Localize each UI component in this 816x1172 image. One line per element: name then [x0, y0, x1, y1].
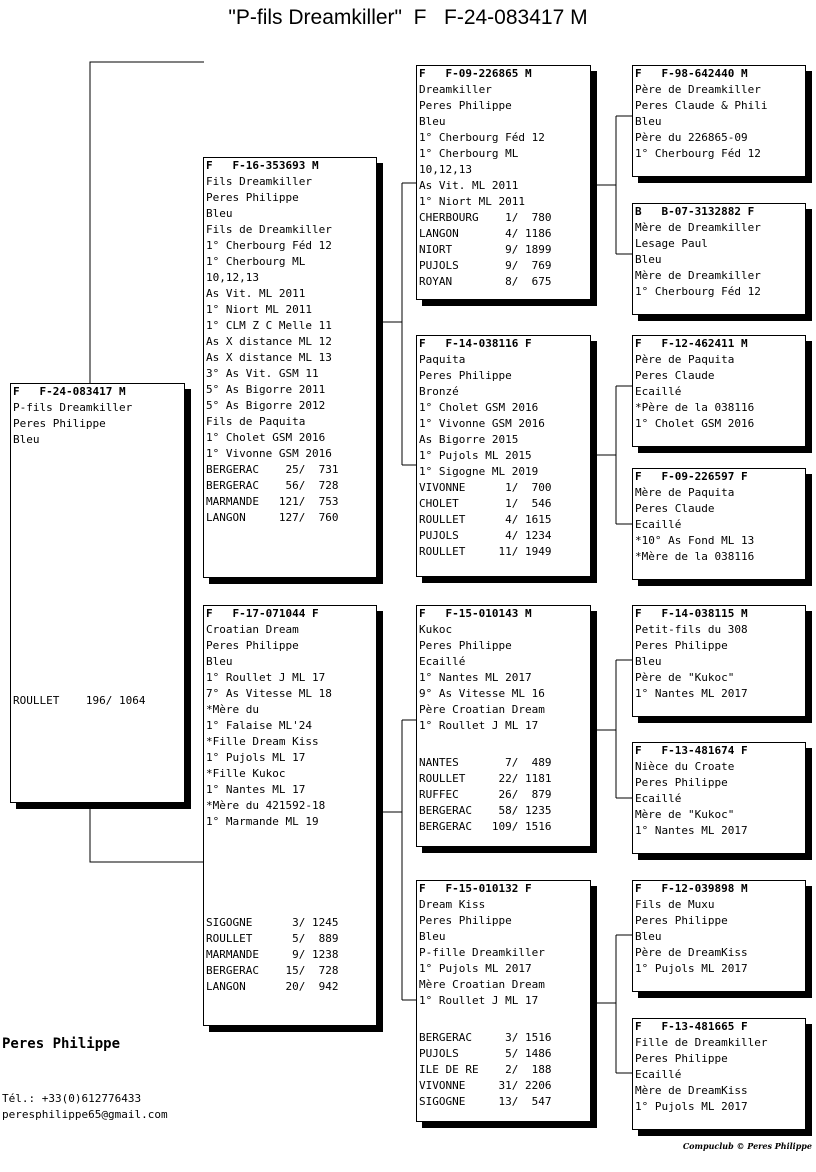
bird-color: Bleu	[206, 655, 233, 668]
ring-number-header: B B-07-3132882 F	[635, 205, 755, 218]
results-block	[206, 915, 338, 995]
race-result: NANTES 7/ 489	[419, 756, 552, 769]
race-result: SIGOGNE 13/ 547	[419, 1095, 552, 1108]
info-line: 1° Roullet J ML 17	[419, 719, 539, 732]
sss-card	[632, 65, 806, 177]
info-line: *Mère du 421592-18	[206, 799, 326, 812]
race-result: VIVONNE 31/ 2206	[419, 1079, 552, 1092]
info-line: 1° Pujols ML 2017	[419, 962, 532, 975]
bird-name: Père de Dreamkiller	[635, 83, 761, 96]
info-line: Père du 226865-09	[635, 131, 748, 144]
info-line: Fils de Paquita	[206, 415, 306, 428]
sdd-card	[632, 468, 806, 580]
ring-number-header: F F-24-083417 M	[13, 385, 126, 398]
info-line: Père de "Kukoc"	[635, 671, 735, 684]
info-line: 1° Cholet GSM 2016	[206, 431, 326, 444]
ring-number-header: F F-12-039898 M	[635, 882, 748, 895]
bird-name: Père de Paquita	[635, 353, 735, 366]
bird-name: Paquita	[419, 353, 466, 366]
bird-color: Bleu	[13, 433, 40, 446]
bird-color: Ecaillé	[635, 792, 682, 805]
info-line: 10,12,13	[419, 163, 472, 176]
breeder-name: Peres Philippe	[2, 1036, 121, 1052]
race-result: SIGOGNE 3/ 1245	[206, 916, 339, 929]
owner-name: Peres Philippe	[206, 639, 299, 652]
dam-card	[203, 605, 377, 1026]
race-result: BERGERAC 109/ 1516	[419, 820, 552, 833]
race-result: LANGON 20/ 942	[206, 980, 339, 993]
bird-name: Kukoc	[419, 623, 453, 636]
owner-name: Peres Claude	[635, 502, 715, 515]
ring-number-header: F F-09-226865 M	[419, 67, 532, 80]
race-result: BERGERAC 56/ 728	[206, 479, 339, 492]
info-line: Mère de "Kukoc"	[635, 808, 735, 821]
bird-color: Bleu	[635, 253, 662, 266]
race-result: ILE DE RE 2/ 188	[419, 1063, 552, 1076]
info-line: 1° Nantes ML 2017	[419, 671, 532, 684]
ddd-card	[632, 1018, 806, 1130]
sire-sire-card	[416, 65, 591, 300]
info-line: Mère de DreamKiss	[635, 1084, 748, 1097]
info-line: 1° CLM Z C Melle 11	[206, 319, 332, 332]
race-result: ROULLET 4/ 1615	[419, 513, 552, 526]
bird-name: Croatian Dream	[206, 623, 299, 636]
bird-color: Bronzé	[419, 385, 459, 398]
bird-name: Petit-fils du 308	[635, 623, 748, 636]
info-line: *Fille Kukoc	[206, 767, 286, 780]
bird-color: Ecaillé	[635, 518, 682, 531]
ring-number-header: F F-13-481674 F	[635, 744, 748, 757]
info-line: 1° Nantes ML 2017	[635, 687, 748, 700]
info-line: As Vit. ML 2011	[206, 287, 306, 300]
subject-card	[10, 383, 185, 803]
info-line: As X distance ML 13	[206, 351, 332, 364]
race-result: LANGON 4/ 1186	[419, 227, 552, 240]
dam-dam-card	[416, 880, 591, 1122]
race-result: ROULLET 5/ 889	[206, 932, 339, 945]
race-result: PUJOLS 4/ 1234	[419, 529, 552, 542]
bird-name: Dreamkiller	[419, 83, 492, 96]
bird-color: Bleu	[635, 930, 662, 943]
info-line: 1° Niort ML 2011	[206, 303, 312, 316]
race-result: NIORT 9/ 1899	[419, 243, 552, 256]
info-line: 9° As Vitesse ML 16	[419, 687, 545, 700]
info-line: 1° Marmande ML 19	[206, 815, 319, 828]
bird-name: P-fils Dreamkiller	[13, 401, 133, 414]
info-line: 1° Cherbourg ML	[206, 255, 306, 268]
bird-name: Mère de Paquita	[635, 486, 735, 499]
info-line: 5° As Bigorre 2011	[206, 383, 326, 396]
info-line: *Fille Dream Kiss	[206, 735, 319, 748]
race-result: BERGERAC 3/ 1516	[419, 1031, 552, 1044]
owner-name: Peres Philippe	[635, 776, 728, 789]
owner-name: Peres Claude & Phili	[635, 99, 768, 112]
bird-color: Bleu	[635, 115, 662, 128]
page-title: "P-fils Dreamkiller" F F-24-083417 M	[228, 6, 588, 29]
bird-color: Bleu	[419, 115, 446, 128]
race-result: ROULLET 11/ 1949	[419, 545, 552, 558]
info-line: 10,12,13	[206, 271, 259, 284]
copyright-footer: Compuclub © Peres Philippe	[682, 1141, 812, 1151]
ring-number-header: F F-13-481665 F	[635, 1020, 748, 1033]
bird-color: Bleu	[635, 655, 662, 668]
info-line: 1° Roullet J ML 17	[206, 671, 326, 684]
dss-card	[632, 605, 806, 717]
bird-color: Ecaillé	[635, 385, 682, 398]
info-line: 1° Cholet GSM 2016	[635, 417, 755, 430]
ring-number-header: F F-12-462411 M	[635, 337, 748, 350]
info-line: *Mère de la 038116	[635, 550, 755, 563]
info-line: 1° Cherbourg Féd 12	[419, 131, 545, 144]
info-line: *10° As Fond ML 13	[635, 534, 755, 547]
ring-number-header: F F-15-010132 F	[419, 882, 532, 895]
owner-name: Peres Philippe	[419, 639, 512, 652]
race-result: LANGON 127/ 760	[206, 511, 339, 524]
info-line: 1° Cherbourg Féd 12	[206, 239, 332, 252]
bird-name: Fils Dreamkiller	[206, 175, 312, 188]
info-line: Père de DreamKiss	[635, 946, 748, 959]
info-line: *Mère du	[206, 703, 259, 716]
race-result: VIVONNE 1/ 700	[419, 481, 552, 494]
owner-name: Peres Philippe	[13, 417, 106, 430]
race-result: BERGERAC 58/ 1235	[419, 804, 552, 817]
info-line: Mère Croatian Dream	[419, 978, 545, 991]
info-line: *Père de la 038116	[635, 401, 755, 414]
bird-color: Ecaillé	[635, 1068, 682, 1081]
sire-dam-card	[416, 335, 591, 577]
info-line: 1° Cherbourg Féd 12	[635, 147, 761, 160]
race-result: MARMANDE 121/ 753	[206, 495, 339, 508]
ring-number-header: F F-09-226597 F	[635, 470, 748, 483]
info-line: 1° Nantes ML 17	[206, 783, 306, 796]
info-line: 1° Pujols ML 2015	[419, 449, 532, 462]
info-line: 1° Falaise ML'24	[206, 719, 312, 732]
owner-name: Peres Philippe	[635, 914, 728, 927]
info-line: 1° Roullet J ML 17	[419, 994, 539, 1007]
owner-name: Lesage Paul	[635, 237, 708, 250]
sire-card	[203, 157, 377, 578]
race-result: PUJOLS 5/ 1486	[419, 1047, 552, 1060]
race-result: ROYAN 8/ 675	[419, 275, 552, 288]
dsd-card	[632, 742, 806, 854]
owner-name: Peres Claude	[635, 369, 715, 382]
info-line: 1° Vivonne GSM 2016	[419, 417, 545, 430]
info-line: As X distance ML 12	[206, 335, 332, 348]
bird-name: Fils de Muxu	[635, 898, 715, 911]
subject-info	[13, 400, 182, 448]
bird-color: Bleu	[206, 207, 233, 220]
info-line: Mère de Dreamkiller	[635, 269, 761, 282]
info-line: 1° Pujols ML 2017	[635, 1100, 748, 1113]
ring-number-header: F F-14-038115 M	[635, 607, 748, 620]
info-line: 1° Cherbourg ML	[419, 147, 519, 160]
ring-number-header: F F-17-071044 F	[206, 607, 319, 620]
ring-number-header: F F-16-353693 M	[206, 159, 319, 172]
info-line: P-fille Dreamkiller	[419, 946, 545, 959]
owner-name: Peres Philippe	[206, 191, 299, 204]
info-line: 1° Nantes ML 2017	[635, 824, 748, 837]
bird-color: Ecaillé	[419, 655, 466, 668]
race-result: ROULLET 196/ 1064	[13, 694, 146, 707]
bird-name: Dream Kiss	[419, 898, 486, 911]
info-line: 1° Cherbourg Féd 12	[635, 285, 761, 298]
bird-name: Fille de Dreamkiller	[635, 1036, 768, 1049]
race-result: BERGERAC 15/ 728	[206, 964, 339, 977]
info-line: 7° As Vitesse ML 18	[206, 687, 332, 700]
info-line: As Bigorre 2015	[419, 433, 519, 446]
phone-number: Tél.: +33(0)612776433	[2, 1092, 142, 1105]
info-line: 1° Cholet GSM 2016	[419, 401, 539, 414]
bird-color: Bleu	[419, 930, 446, 943]
ring-number-header: F F-14-038116 F	[419, 337, 532, 350]
dds-card	[632, 880, 806, 992]
ssd-card	[632, 203, 806, 315]
info-line: 1° Niort ML 2011	[419, 195, 525, 208]
race-result: BERGERAC 25/ 731	[206, 463, 339, 476]
race-result: ROULLET 22/ 1181	[419, 772, 552, 785]
info-line: 3° As Vit. GSM 11	[206, 367, 319, 380]
ring-number-header: F F-98-642440 M	[635, 67, 748, 80]
race-result: RUFFEC 26/ 879	[419, 788, 552, 801]
info-line: Père Croatian Dream	[419, 703, 545, 716]
ring-number-header: F F-15-010143 M	[419, 607, 532, 620]
info-line: 1° Vivonne GSM 2016	[206, 447, 332, 460]
results-block	[419, 1030, 551, 1110]
info-line: 5° As Bigorre 2012	[206, 399, 326, 412]
race-result: CHOLET 1/ 546	[419, 497, 552, 510]
race-result: CHERBOURG 1/ 780	[419, 211, 552, 224]
email-address: peresphilippe65@gmail.com	[2, 1108, 168, 1121]
info-line: 1° Pujols ML 17	[206, 751, 306, 764]
owner-name: Peres Philippe	[635, 639, 728, 652]
info-line: 1° Pujols ML 2017	[635, 962, 748, 975]
owner-name: Peres Philippe	[419, 369, 512, 382]
info-line: Fils de Dreamkiller	[206, 223, 332, 236]
race-result: MARMANDE 9/ 1238	[206, 948, 339, 961]
sds-card	[632, 335, 806, 447]
info-line: As Vit. ML 2011	[419, 179, 519, 192]
owner-name: Peres Philippe	[419, 99, 512, 112]
results-block	[419, 755, 551, 835]
bird-name: Nièce du Croate	[635, 760, 735, 773]
bird-name: Mère de Dreamkiller	[635, 221, 761, 234]
race-result: PUJOLS 9/ 769	[419, 259, 552, 272]
owner-name: Peres Philippe	[419, 914, 512, 927]
dam-sire-card	[416, 605, 591, 847]
owner-name: Peres Philippe	[635, 1052, 728, 1065]
info-line: 1° Sigogne ML 2019	[419, 465, 539, 478]
